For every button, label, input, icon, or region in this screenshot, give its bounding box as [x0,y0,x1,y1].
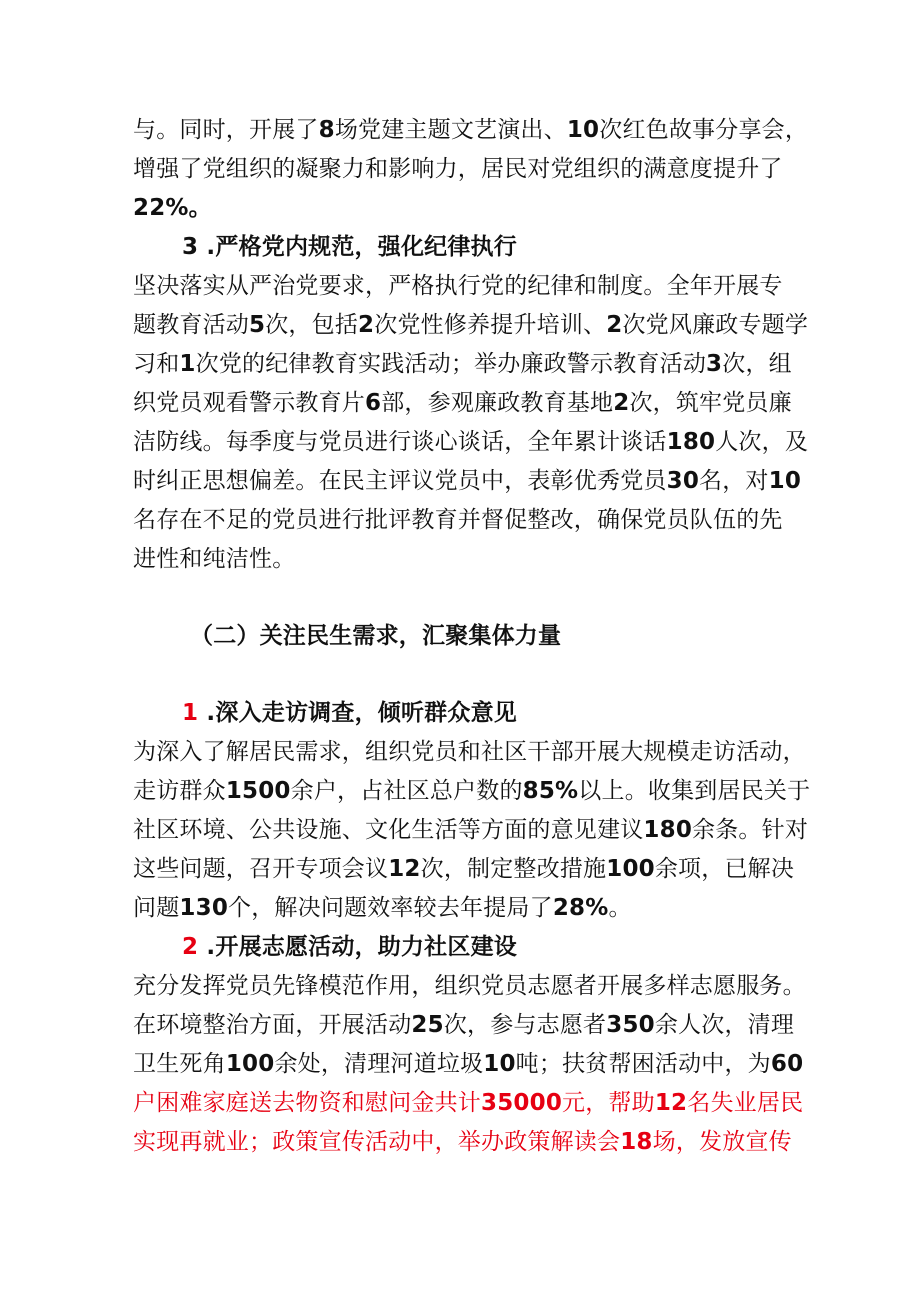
text-run: 次党风廉政专题学 [622,312,809,338]
text-run: 名，对 [699,468,769,494]
number: 25 [411,1012,444,1038]
number: 2 [613,390,630,416]
text-run: 元，帮助 [562,1090,655,1116]
text-run: 问题 [133,895,180,921]
text-run: 余处，清理河道垃圾 [274,1051,484,1077]
item2-line-2 [133,1008,794,1042]
text-run: 走访群众 [133,778,226,804]
item1-line-3 [133,813,808,847]
item-1-number: 1 [182,700,199,726]
number: 85% [522,778,579,804]
text-run: 题教育活动 [133,312,249,338]
text-run: 这些问题，召开专项会议 [133,856,389,882]
item-2-number: 2 [182,934,199,960]
text-run: 余人次，清理 [654,1012,795,1038]
text-run: 部，参观廉政教育基地 [381,390,614,416]
sec3-line-7: 名存在不足的党员进行批评教育并督促整改，确保党员队伍的先 [133,507,783,533]
number: 3 [706,351,723,377]
sec3-line-6 [133,464,801,498]
text-run: 余户，占社区总户数的 [290,778,523,804]
text-run: 卫生死角 [133,1051,226,1077]
item2-line-4 [133,1086,803,1120]
text-run: 名失业居民 [687,1090,804,1116]
number: 8 [318,117,335,143]
sec3-line-8: 进性和纯洁性。 [133,546,296,572]
number: 28% [552,895,609,921]
text-run: 人次，及 [715,429,809,455]
text-run: 次党性修养提升培训、 [374,312,607,338]
sec3-line-2 [133,308,808,342]
text-run: 以上。收集到居民关于 [578,778,811,804]
para1-line-3: 22%。 [133,195,212,221]
item1-line-4 [133,852,794,886]
text-run: 吨；扶贫帮困活动中，为 [515,1051,771,1077]
text-run: 个，解决问题效率较去年提局了 [228,895,553,921]
item1-line-2 [133,774,810,808]
number: 6 [365,390,382,416]
item2-line-3 [133,1047,803,1081]
sec3-line-5 [133,425,808,459]
text-run: 与。同时，开展了 [133,117,319,143]
number: 180 [666,429,716,455]
item1-line-5 [133,891,632,925]
number: 10 [566,117,600,143]
text-run: 社区环境、公共设施、文化生活等方面的意见建议 [133,817,644,843]
text-run: 次，筑牢党员廉 [629,390,792,416]
item2-line-1: 充分发挥党员先锋模范作用，组织党员志愿者开展多样志愿服务。 [133,973,806,999]
item-1-title: .深入走访调查，倾听群众意见 [198,700,517,726]
para1-line-2: 增强了党组织的凝聚力和影响力，居民对党组织的满意度提升了 [133,156,783,182]
text-run: 织党员观看警示教育片 [133,390,365,416]
sec3-line-3 [133,347,792,381]
text-run: 余项，已解决 [654,856,795,882]
text-run: 户困难家庭送去物资和慰问金共计 [133,1090,481,1116]
number: 60 [770,1051,804,1077]
text-run: 场党建主题文艺演出、 [334,117,567,143]
number: 130 [179,895,229,921]
item2-line-5 [133,1125,792,1159]
item1-line-1: 为深入了解居民需求，组织党员和社区干部开展大规模走访活动， [133,739,806,765]
item-2-title: .开展志愿活动，助力社区建设 [198,934,517,960]
number: 12 [654,1090,688,1116]
text-run: 次，参与志愿者 [443,1012,607,1038]
text-run: 次，包括 [265,312,359,338]
number: 2 [358,312,375,338]
number: 350 [606,1012,655,1038]
number: 10 [768,468,802,494]
text-run: 实现再就业；政策宣传活动中，举办政策解读会 [133,1129,621,1155]
text-run: 洁防线。每季度与党员进行谈心谈话，全年累计谈话 [133,429,667,455]
item-1-heading [182,696,517,730]
text-run: 余条。针对 [692,817,809,843]
number: 18 [620,1129,653,1155]
number: 30 [666,468,700,494]
number: 180 [643,817,693,843]
number: 1 [179,351,196,377]
number: 35000 [481,1090,563,1116]
text-run: 次红色故事分享会， [599,117,809,143]
text-run: 次，制定整改措施 [420,856,607,882]
text-run: 在环境整治方面，开展活动 [133,1012,412,1038]
number: 12 [388,856,421,882]
text-run: 次，组 [722,351,792,377]
number: 5 [249,312,266,338]
text-run: 。 [608,895,632,921]
para1-line-1 [133,113,808,147]
sec3-line-4 [133,386,792,420]
number: 1500 [225,778,291,804]
part-2-heading: （二）关注民生需求，汇聚集体力量 [190,623,562,649]
text-run: 时纠正思想偏差。在民主评议党员中，表彰优秀党员 [133,468,667,494]
number: 100 [606,856,655,882]
number: 100 [225,1051,275,1077]
number: 2 [606,312,623,338]
text-run: 习和 [133,351,180,377]
text-run: 场，发放宣传 [652,1129,792,1155]
item-2-heading [182,930,517,964]
sec3-line-1: 坚决落实从严治党要求，严格执行党的纪律和制度。全年开展专 [133,273,783,299]
section-3-heading: 3 .严格党内规范，强化纪律执行 [182,234,517,260]
number: 10 [483,1051,516,1077]
text-run: 次党的纪律教育实践活动；举办廉政警示教育活动 [195,351,707,377]
